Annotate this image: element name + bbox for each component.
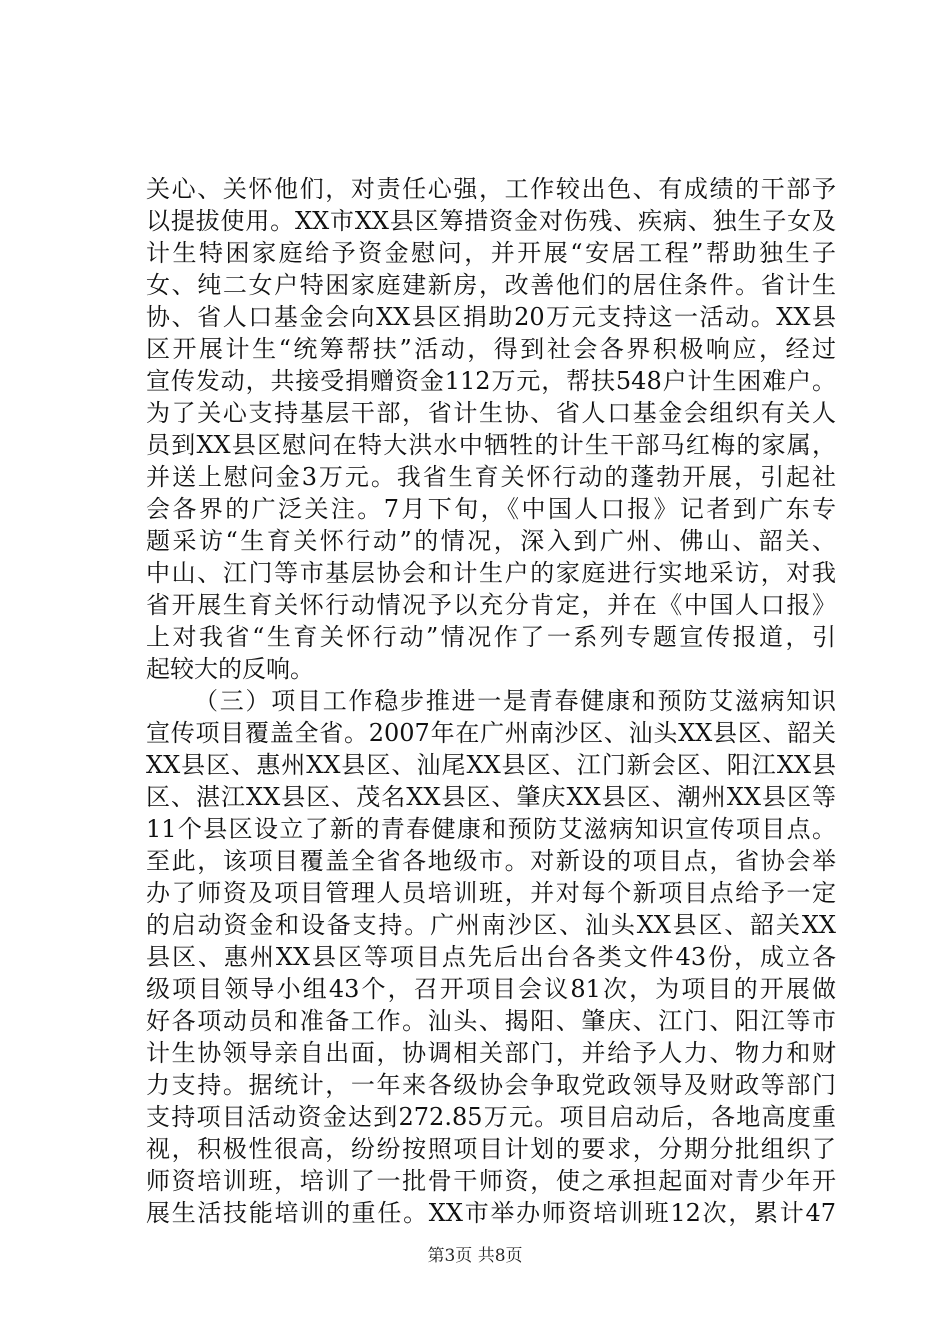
text-line: 以提拔使用。XX市XX县区筹措资金对伤残、疾病、独生子女及 xyxy=(146,207,836,235)
body-text xyxy=(146,173,836,1229)
text-line: （三）项目工作稳步推进一是青春健康和预防艾滋病知识 xyxy=(194,687,836,715)
text-line: 区开展计生“统筹帮扶”活动，得到社会各界积极响应，经过 xyxy=(146,335,836,363)
page-footer: 第3页 共8页 xyxy=(427,1246,523,1266)
text-line: 中山、江门等市基层协会和计生户的家庭进行实地采访，对我 xyxy=(146,559,836,587)
text-line: 办了师资及项目管理人员培训班，并对每个新项目点给予一定 xyxy=(146,879,836,907)
text-line: 县区、惠州XX县区等项目点先后出台各类文件43份，成立各 xyxy=(146,943,836,971)
text-line: 关心、关怀他们，对责任心强，工作较出色、有成绩的干部予 xyxy=(146,175,836,203)
text-line: 宣传项目覆盖全省。2007年在广州南沙区、汕头XX县区、韶关 xyxy=(146,719,836,747)
text-line: 省开展生育关怀行动情况予以充分肯定，并在《中国人口报》 xyxy=(146,591,836,619)
text-line: 展生活技能培训的重任。XX市举办师资培训班12次，累计47 xyxy=(146,1199,836,1227)
text-line: 好各项动员和准备工作。汕头、揭阳、肇庆、江门、阳江等市 xyxy=(146,1007,836,1035)
text-line: 协、省人口基金会向XX县区捐助20万元支持这一活动。XX县 xyxy=(146,303,836,331)
text-line: 上对我省“生育关怀行动”情况作了一系列专题宣传报道，引 xyxy=(146,623,836,651)
text-line: 级项目领导小组43个，召开项目会议81次，为项目的开展做 xyxy=(146,975,836,1003)
text-line: XX县区、惠州XX县区、汕尾XX县区、江门新会区、阳江XX县 xyxy=(146,751,836,779)
text-line: 的启动资金和设备支持。广州南沙区、汕头XX县区、韶关XX xyxy=(146,911,836,939)
text-line: 支持项目活动资金达到272.85万元。项目启动后，各地高度重 xyxy=(146,1103,836,1131)
text-line: 并送上慰问金3万元。我省生育关怀行动的蓬勃开展，引起社 xyxy=(146,463,836,491)
text-line: 至此，该项目覆盖全省各地级市。对新设的项目点，省协会举 xyxy=(146,847,836,875)
text-line: 起较大的反响。 xyxy=(146,655,314,683)
text-line: 宣传发动，共接受捐赠资金112万元，帮扶548户计生困难户。 xyxy=(146,367,836,395)
text-line: 员到XX县区慰问在特大洪水中牺牲的计生干部马红梅的家属， xyxy=(146,431,836,459)
text-line: 师资培训班，培训了一批骨干师资，使之承担起面对青少年开 xyxy=(146,1167,836,1195)
text-line: 女、纯二女户特困家庭建新房，改善他们的居住条件。省计生 xyxy=(146,271,836,299)
text-line: 11个县区设立了新的青春健康和预防艾滋病知识宣传项目点。 xyxy=(146,815,836,843)
text-line: 视，积极性很高，纷纷按照项目计划的要求，分期分批组织了 xyxy=(146,1135,836,1163)
text-line: 计生特困家庭给予资金慰问，并开展“安居工程”帮助独生子 xyxy=(146,239,836,267)
text-line: 力支持。据统计，一年来各级协会争取党政领导及财政等部门 xyxy=(146,1071,836,1099)
text-line: 为了关心支持基层干部，省计生协、省人口基金会组织有关人 xyxy=(146,399,836,427)
text-line: 会各界的广泛关注。7月下旬，《中国人口报》记者到广东专 xyxy=(146,495,836,523)
text-line: 区、湛江XX县区、茂名XX县区、肇庆XX县区、潮州XX县区等 xyxy=(146,783,836,811)
text-line: 计生协领导亲自出面，协调相关部门，并给予人力、物力和财 xyxy=(146,1039,836,1067)
text-line: 题采访“生育关怀行动”的情况，深入到广州、佛山、韶关、 xyxy=(146,527,836,555)
